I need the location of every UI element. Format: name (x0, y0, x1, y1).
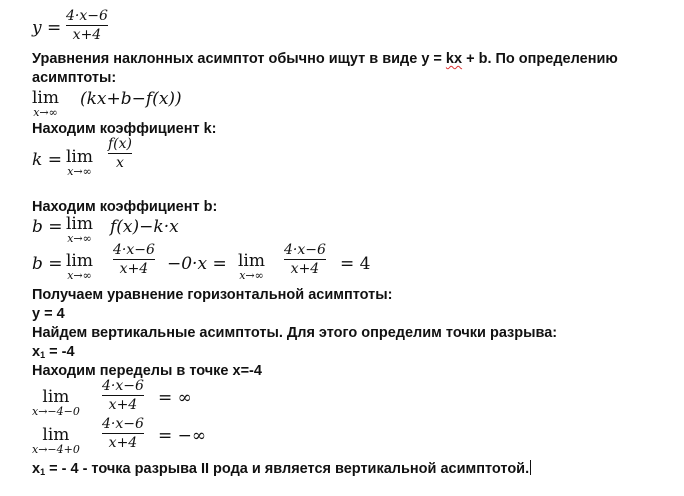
function-fraction (66, 8, 108, 43)
fraction-numerator: 4·x−6 (102, 378, 144, 394)
left-limit-fraction (102, 378, 144, 413)
fraction-denominator: x+4 (72, 27, 102, 43)
fraction-denominator: x+4 (119, 261, 149, 277)
lim-subscript: x→∞ (33, 106, 58, 119)
y-equals: y = (32, 18, 62, 38)
break-point (32, 343, 75, 364)
b-expression: f(x)−k·x (110, 217, 179, 237)
lim-word: lim (66, 251, 93, 271)
conclusion-text (32, 460, 531, 481)
lim-word: lim (66, 147, 93, 167)
limit-k (66, 148, 93, 178)
lim-subscript: x→∞ (239, 269, 264, 282)
lim-word: lim (32, 88, 59, 108)
lim-subscript: x→∞ (67, 269, 92, 282)
y-equals-four: y = 4 (32, 306, 65, 322)
limit-b2 (66, 252, 93, 282)
x-subscript: 1 (40, 467, 46, 477)
fraction-numerator: f(x) (108, 136, 133, 152)
asymptote-label: асимптоты: (32, 70, 117, 86)
horizontal-asymptote-label: Получаем уравнение горизонтальной асимптоты: (32, 287, 393, 303)
break-value: = -4 (45, 344, 75, 360)
fraction-bar (66, 25, 108, 26)
fraction-denominator: x+4 (108, 435, 138, 451)
fraction-numerator: 4·x−6 (102, 416, 144, 432)
limit-asymptote (32, 89, 59, 119)
x-var: x (32, 344, 41, 360)
fraction-numerator: 4·x−6 (113, 242, 155, 258)
equals-minus-infinity: = −∞ (158, 426, 207, 446)
limit-b3 (238, 252, 265, 282)
find-k-label: Находим коэффициент k: (32, 121, 217, 137)
fraction-bar (113, 259, 155, 260)
fraction-bar (102, 433, 144, 434)
conclusion-body: = - 4 - точка разрыва II рода и является вертикальной асимптотой. (45, 461, 530, 477)
fraction-numerator: 4·x−6 (66, 8, 108, 24)
lim-subscript: x→∞ (67, 232, 92, 245)
fraction-bar (108, 153, 132, 154)
lim-subscript: x→−4+0 (32, 443, 80, 456)
vertical-asymptotes-label: Найдем вертикальные асимптоты. Для этого определим точки разрыва: (32, 325, 558, 341)
k-equals: k = (32, 150, 62, 170)
right-limit-fraction (102, 416, 144, 451)
text-part: Уравнения наклонных асимптот обычно ищут в виде y = (32, 51, 446, 67)
b-fraction-1 (113, 242, 155, 277)
limit-b1 (66, 215, 93, 245)
fraction-denominator: x+4 (290, 261, 320, 277)
text-kx: kx (445, 51, 463, 67)
equals-infinity: = ∞ (158, 388, 192, 408)
x-subscript: 1 (40, 350, 46, 360)
x-var: x (32, 461, 41, 477)
lim-word: lim (238, 251, 265, 271)
fraction-denominator: x+4 (108, 397, 138, 413)
fraction-bar (102, 395, 144, 396)
text-cursor (530, 460, 531, 475)
b-equals: b = (32, 217, 63, 237)
lim-subscript: x→∞ (67, 165, 92, 178)
fraction-numerator: 4·x−6 (284, 242, 326, 258)
lim-word: lim (42, 387, 70, 407)
lim-word: lim (42, 425, 70, 445)
lim-word: lim (66, 214, 93, 234)
lim-subscript: x→−4−0 (32, 405, 80, 418)
fraction-denominator: x (116, 155, 124, 171)
equals-four: = 4 (340, 254, 371, 274)
b-equals-2: b = (32, 254, 63, 274)
k-fraction (108, 136, 132, 171)
fraction-bar (284, 259, 326, 260)
find-b-label: Находим коэффициент b: (32, 199, 218, 215)
minus-zero-x: −0·x = (167, 254, 227, 274)
text-part: + b. По определению (462, 51, 618, 67)
asymptote-expression: (kx+b−f(x)) (80, 89, 182, 109)
limit-left (32, 388, 80, 418)
b-fraction-2 (284, 242, 326, 277)
limit-right (32, 426, 80, 456)
oblique-asymptote-text (32, 50, 618, 68)
limits-at-point-label: Находим переделы в точке x=-4 (32, 363, 262, 379)
